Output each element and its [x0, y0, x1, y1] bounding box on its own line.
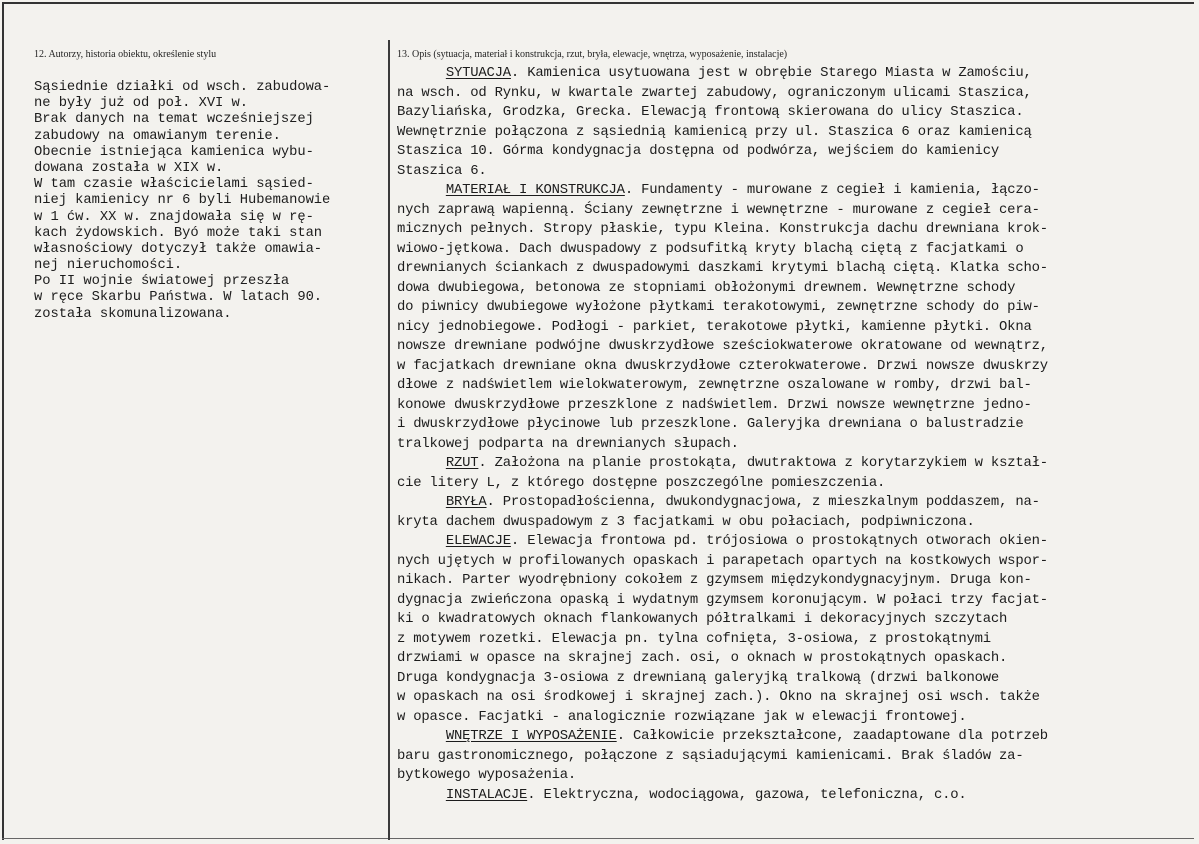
description-text: . Fundamenty - murowane z cegieł i kamienia, łączo-: [624, 182, 1040, 198]
description-line: [397, 766, 1192, 786]
section-heading: MATERIAŁ I KONSTRUKCJA: [445, 182, 625, 198]
description-line: [397, 318, 1192, 338]
description-text: dłowe z nadświetlem wielokwaterowym, zewnętrzne oszalowane w romby, drzwi bal-: [397, 377, 1032, 393]
history-line: nej nieruchomości.: [34, 258, 183, 274]
description-text: dowa dwubiegowa, betonowa ze stopniami obłożonymi drewnem. Wewnętrzne schody: [397, 279, 1016, 296]
description-line: [397, 64, 1192, 84]
history-line: W tam czasie właścicielami sąsied-: [34, 177, 314, 193]
description-text: na wsch. od Rynku, w kwartale zwartej zabudowy, ograniczonym ulicami Staszica,: [397, 84, 1032, 101]
description-text-column: [397, 64, 1192, 805]
description-text: konowe dwuskrzydłowe przeszklone z nadświetlem. Drzwi nowsze wewnętrzne jedno-: [397, 396, 1032, 413]
description-text: . Elewacja frontowa pd. trójosiowa o prostokątnych otworach okien-: [510, 533, 1048, 549]
description-text: drewnianych ściankach z dwuspadowymi daszkami krytymi blachą ciętą. Klatka scho-: [397, 260, 1048, 276]
history-line: w ręce Skarbu Państwa. W latach 90.: [34, 290, 323, 306]
section-12-heading: 12. Autorzy, historia obiektu, określenie stylu: [34, 49, 217, 60]
section-heading: WNĘTRZE I WYPOSAŻENIE: [445, 728, 617, 744]
frame-bottom-border: [2, 838, 1194, 839]
description-line: [397, 591, 1192, 611]
description-line: [397, 727, 1192, 747]
description-text: i dwuskrzydłowe płycinowe lub przeszklone. Galeryjka drewniana o balustradzie: [397, 416, 1024, 432]
description-text: nikach. Parter wyodrębniony cokołem z gzymsem międzykondygnacyjnym. Druga kon-: [397, 572, 1032, 588]
description-text: dygnacja zwieńczona opaską i wydatnym gzymsem koronującym. W połaci trzy facjat-: [397, 591, 1048, 608]
description-line: [397, 786, 1192, 806]
description-line: [397, 240, 1192, 260]
paragraph-indent: [397, 65, 446, 81]
description-line: [397, 415, 1192, 435]
description-text: nowsze drewniane podwójne dwuskrzydłowe sześciokwaterowe okratowane od wewnątrz,: [397, 338, 1048, 354]
description-text: tralkowej podparta na drewnianych słupach.: [397, 435, 739, 452]
description-text: bytkowego wyposażenia.: [397, 767, 576, 783]
description-line: [397, 474, 1192, 494]
column-divider: [388, 40, 390, 840]
description-line: [397, 552, 1192, 572]
section-heading: INSTALACJE: [445, 786, 528, 803]
description-line: [397, 279, 1192, 299]
description-text: wiowo-jętkowa. Dach dwuspadowy z podsufitką kryty blachą ciętą z facjatkami o: [397, 240, 1024, 257]
description-line: [397, 357, 1192, 377]
description-text: ki o kwadratowych oknach flankowanych półtralkami i dekoracyjnych szczytach: [397, 611, 1008, 627]
description-text: Wewnętrznie połączona z sąsiednią kamienicą przy ul. Staszica 6 oraz kamienicą: [397, 123, 1032, 140]
paragraph-indent: [397, 728, 446, 744]
description-text: Staszica 6.: [397, 162, 487, 179]
description-text: w opaskach na osi środkowej i skrajnej zach.). Okno na skrajnej osi wsch. także: [397, 689, 1040, 705]
history-line: ne były już od poł. XVI w.: [34, 96, 248, 112]
description-text: do piwnicy dwubiegowe wyłożone płytkami terakotowymi, zewnętrzne schody do piw-: [397, 299, 1040, 315]
history-line: zabudowy na omawianym terenie.: [34, 128, 281, 144]
description-text: w facjatkach drewniane okna dwuskrzydłowe czterokwaterowe. Drzwi nowsze dwuskrzy: [397, 357, 1048, 374]
paragraph-indent: [397, 494, 446, 510]
history-line: Po II wojnie światowej przeszła: [34, 274, 290, 290]
description-text: kryta dachem dwuspadowym z 3 facjatkami w obu połaciach, podpiwniczona.: [397, 513, 975, 530]
history-line: dowana została w XIX w.: [34, 160, 224, 176]
description-line: [397, 454, 1192, 474]
section-heading: SYTUACJA: [445, 65, 511, 81]
description-text: nicy jednobiegowe. Podłogi - parkiet, terakotowe płytki, kamienne płytki. Okna: [397, 318, 1032, 335]
section-heading: RZUT: [445, 455, 479, 471]
description-line: [397, 84, 1192, 104]
description-text: . Elektryczna, wodociągowa, gazowa, telefoniczna, c.o.: [527, 786, 967, 803]
history-text-column: [34, 80, 330, 323]
description-line: [397, 142, 1192, 162]
description-line: [397, 513, 1192, 533]
description-text: nych zaprawą wapienną. Ściany zewnętrzne i wewnętrzne - murowane z cegieł cera-: [397, 201, 1040, 218]
description-line: [397, 162, 1192, 182]
description-line: [397, 493, 1192, 513]
description-text: baru gastronomicznego, połączone z sąsiadującymi kamienicami. Brak śladów za-: [397, 747, 1024, 764]
description-line: [397, 201, 1192, 221]
description-text: nych ujętych w profilowanych opaskach i parapetach opartych na kostkowych wspor-: [397, 552, 1048, 569]
history-line: w 1 ćw. XX w. znajdowała się w rę-: [34, 209, 314, 225]
paragraph-indent: [397, 455, 446, 471]
history-line: Brak danych na temat wcześniejszej: [34, 112, 314, 128]
paragraph-indent: [397, 182, 446, 198]
description-line: [397, 630, 1192, 650]
frame-left-border: [2, 2, 4, 840]
paragraph-indent: [397, 533, 446, 549]
description-line: [397, 376, 1192, 396]
frame-top-border: [2, 2, 1194, 4]
description-text: cie litery L, z którego dostępne poszczególne pomieszczenia.: [397, 474, 886, 491]
description-line: [397, 123, 1192, 143]
history-line: własnościowy dotyczył także omawia-: [34, 241, 323, 257]
description-line: [397, 688, 1192, 708]
description-line: [397, 220, 1192, 240]
description-line: [397, 103, 1192, 123]
description-line: [397, 610, 1192, 630]
history-line: Obecnie istniejąca kamienica wybu-: [34, 144, 314, 160]
description-line: [397, 747, 1192, 767]
description-text: Bazyliańska, Grodzka, Grecka. Elewacją frontową skierowana do ulicy Staszica.: [397, 104, 1024, 120]
description-text: Staszica 10. Górma kondygnacja dostępna od podwórza, wejściem do kamienicy: [397, 143, 1000, 159]
description-text: drzwiami w opasce na skrajnej zach. osi, o oknach w prostokątnych opaskach.: [397, 650, 1008, 666]
description-line: [397, 396, 1192, 416]
description-line: [397, 259, 1192, 279]
paragraph-indent: [397, 787, 446, 803]
description-line: [397, 571, 1192, 591]
description-line: [397, 181, 1192, 201]
section-heading: ELEWACJE: [445, 533, 511, 549]
history-line: niej kamienicy nr 6 byli Hubemanowie: [34, 193, 331, 209]
description-text: w opasce. Facjatki - analogicznie rozwiązane jak w elewacji frontowej.: [397, 708, 967, 725]
description-line: [397, 649, 1192, 669]
history-line: kach żydowskich. Byó może taki stan: [34, 225, 323, 241]
description-line: [397, 337, 1192, 357]
description-text: . Założona na planie prostokąta, dwutraktowa z korytarzykiem w kształ-: [478, 455, 1048, 471]
description-line: [397, 435, 1192, 455]
history-line: została skomunalizowana.: [34, 306, 232, 322]
description-text: . Kamienica usytuowana jest w obrębie Starego Miasta w Zamościu,: [510, 65, 1032, 81]
description-line: [397, 708, 1192, 728]
section-heading: BRYŁA: [445, 494, 487, 510]
description-line: [397, 532, 1192, 552]
description-text: z motywem rozetki. Elewacja pn. tylna cofnięta, 3-osiowa, z prostokątnymi: [397, 630, 991, 647]
description-line: [397, 298, 1192, 318]
description-text: . Całkowicie przekształcone, zaadaptowane dla potrzeb: [616, 728, 1048, 744]
description-text: Druga kondygnacja 3-osiowa z drewnianą galeryjką tralkową (drzwi balkonowe: [397, 669, 1000, 686]
description-text: . Prostopadłościenna, dwukondygnacjowa, z mieszkalnym poddaszem, na-: [486, 494, 1040, 510]
description-line: [397, 669, 1192, 689]
section-13-heading: 13. Opis (sytuacja, materiał i konstrukcja, rzut, bryła, elewacje, wnętrza, wyposażenie, instalacje): [397, 49, 788, 60]
history-line: Sąsiednie działki od wsch. zabudowa-: [34, 80, 331, 95]
description-text: micznych pełnych. Stropy płaskie, typu Kleina. Konstrukcja dachu drewniana krok-: [397, 221, 1048, 237]
